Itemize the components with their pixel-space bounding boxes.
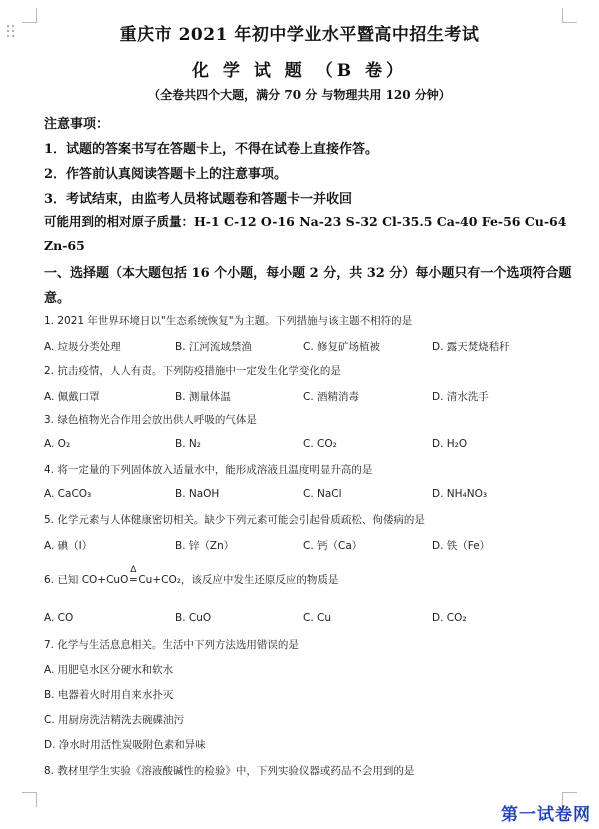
- option-c: C. 用厨房洗洁精洗去碗碟油污: [44, 714, 185, 726]
- option-b: B. 江河流域禁渔: [175, 341, 252, 353]
- question-stem-prefix: 6. 已知 CO+CuO: [44, 574, 129, 586]
- notice-item: 3．考试结束，由监考人员将试题卷和答题卡一并收回: [44, 192, 353, 207]
- question-stem-suffix: Cu+CO₂，该反应中发生还原反应的物质是: [138, 574, 339, 586]
- notice-item: 1．试题的答案书写在答题卡上，不得在试卷上直接作答。: [44, 142, 379, 157]
- watermark-logo: 第一试卷网: [501, 805, 591, 825]
- option-c: C. 酒精消毒: [303, 391, 360, 403]
- option-a: A. 用肥皂水区分硬水和软水: [44, 664, 174, 676]
- option-b: B. NaOH: [175, 488, 220, 500]
- option-b: B. CuO: [175, 612, 212, 624]
- option-a: A. O₂: [44, 438, 71, 450]
- exam-title: 重庆市 2021 年初中学业水平暨高中招生考试: [119, 25, 480, 45]
- option-c: C. 钙（Ca）: [303, 540, 363, 552]
- atomic-mass-line: Zn-65: [44, 238, 85, 253]
- option-a: A. 碘（I）: [44, 540, 93, 552]
- question-stem: [44, 565, 339, 587]
- option-a: A. CaCO₃: [44, 488, 92, 500]
- exam-subtitle: 化 学 试 题 （B 卷）: [192, 61, 407, 81]
- option-d: D. CO₂: [432, 612, 467, 624]
- section-heading: 意。: [44, 291, 71, 306]
- option-d: D. 铁（Fe）: [432, 540, 491, 552]
- question-stem: 8. 教材里学生实验《溶液酸碱性的检验》中，下列实验仪器或药品不会用到的是: [44, 765, 415, 777]
- option-a: A. CO: [44, 612, 74, 624]
- option-b: B. N₂: [175, 438, 201, 450]
- option-b: B. 测量体温: [175, 391, 231, 403]
- question-stem: 2. 抗击疫情，人人有责。下列防疫措施中一定发生化学变化的是: [44, 365, 341, 377]
- option-b: B. 电器着火时用自来水扑灭: [44, 689, 174, 701]
- question-stem: 5. 化学元素与人体健康密切相关。缺少下列元素可能会引起骨质疏松、佝偻病的是: [44, 514, 425, 526]
- option-c: C. 修复矿场植被: [303, 341, 381, 353]
- question-stem: 4. 将一定量的下列固体放入适量水中，能形成溶液且温度明显升高的是: [44, 464, 373, 476]
- equals-with-heat: Δ =: [128, 565, 138, 586]
- exam-note: （全卷共四个大题，满分 70 分 与物理共用 120 分钟）: [148, 88, 451, 102]
- option-b: B. 锌（Zn）: [175, 540, 235, 552]
- option-d: D. NH₄NO₃: [432, 488, 488, 500]
- option-a: A. 佩戴口罩: [44, 391, 100, 403]
- option-a: A. 垃圾分类处理: [44, 341, 121, 353]
- crop-mark-bottom-left: [22, 792, 37, 807]
- question-stem: 1. 2021 年世界环境日以"生态系统恢复"为主题。下列措施与该主题不相符的是: [44, 315, 413, 327]
- option-c: C. NaCl: [303, 488, 342, 500]
- option-d: D. H₂O: [432, 438, 468, 450]
- notice-heading: 注意事项：: [44, 117, 110, 132]
- option-d: D. 露天焚烧秸秆: [432, 341, 510, 353]
- heat-delta-symbol: Δ: [130, 565, 137, 575]
- section-heading: 一、选择题（本大题包括 16 个小题，每小题 2 分，共 32 分）每小题只有一个选项符合题: [44, 266, 572, 281]
- option-c: C. Cu: [303, 612, 331, 624]
- option-c: C. CO₂: [303, 438, 337, 450]
- option-d: D. 清水洗手: [432, 391, 489, 403]
- option-d: D. 净水时用活性炭吸附色素和异味: [44, 739, 206, 751]
- notice-item: 2．作答前认真阅读答题卡上的注意事项。: [44, 167, 288, 182]
- question-stem: 3. 绿色植物光合作用会放出供人呼吸的气体是: [44, 414, 257, 426]
- question-stem: 7. 化学与生活息息相关。生活中下列方法选用错误的是: [44, 639, 299, 651]
- atomic-mass-line: 可能用到的相对原子质量：H-1 C-12 O-16 Na-23 S-32 Cl-35.5 Ca-40 Fe-56 Cu-64: [44, 214, 567, 229]
